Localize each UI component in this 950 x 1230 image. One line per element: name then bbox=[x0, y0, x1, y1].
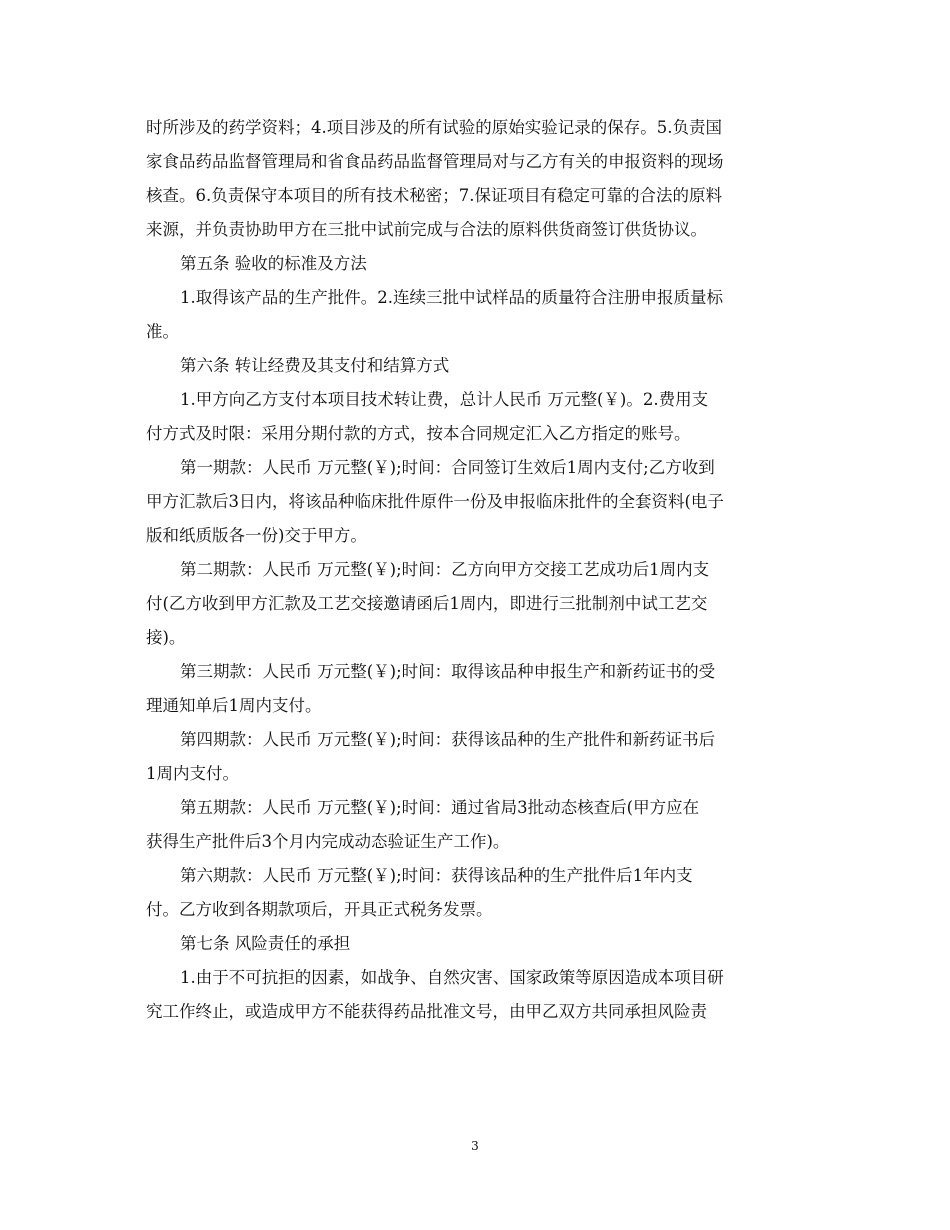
text-line: 来源，并负责协助甲方在三批中试前完成与合法的原料供货商签订供货协议。 bbox=[146, 220, 707, 239]
text-line: 理通知单后1周内支付。 bbox=[146, 696, 322, 715]
text-line: 1.取得该产品的生产批件。2.连续三批中试样品的质量符合注册申报质量标 bbox=[180, 288, 723, 307]
text-line: 接)。 bbox=[146, 628, 186, 647]
text-line: 1周内支付。 bbox=[146, 764, 239, 783]
text-line: 1.甲方向乙方支付本项目技术转让费，总计人民币 万元整(￥)。2.费用支 bbox=[180, 390, 709, 409]
text-line: 核查。6.负责保守本项目的所有技术秘密；7.保证项目有稳定可靠的合法的原料 bbox=[146, 186, 722, 205]
text-line: 版和纸质版各一份)交于甲方。 bbox=[146, 526, 367, 545]
text-line: 第三期款：人民币 万元整(￥);时间：取得该品种申报生产和新药证书的受 bbox=[180, 662, 716, 681]
text-line: 时所涉及的药学资料；4.项目涉及的所有试验的原始实验记录的保存。5.负责国 bbox=[146, 118, 722, 137]
text-line: 家食品药品监督管理局和省食品药品监督管理局对与乙方有关的申报资料的现场 bbox=[146, 152, 724, 171]
text-line: 第六条 转让经费及其支付和结算方式 bbox=[180, 356, 450, 375]
text-line: 第四期款：人民币 万元整(￥);时间：获得该品种的生产批件和新药证书后 bbox=[180, 730, 716, 749]
text-line: 究工作终止，或造成甲方不能获得药品批准文号，由甲乙双方共同承担风险责 bbox=[146, 1002, 707, 1021]
text-line: 甲方汇款后3日内，将该品种临床批件原件一份及申报临床批件的全套资料(电子 bbox=[146, 492, 724, 511]
text-line: 第一期款：人民币 万元整(￥);时间：合同签订生效后1周内支付;乙方收到 bbox=[180, 458, 715, 477]
text-line: 第五条 验收的标准及方法 bbox=[180, 254, 367, 273]
text-line: 第五期款：人民币 万元整(￥);时间：通过省局3批动态核查后(甲方应在 bbox=[180, 798, 700, 817]
text-line: 第七条 风险责任的承担 bbox=[180, 934, 351, 953]
text-line: 准。 bbox=[146, 322, 179, 341]
body-text bbox=[146, 115, 806, 1033]
page-number: 3 bbox=[471, 1139, 479, 1153]
text-line: 获得生产批件后3个月内完成动态验证生产工作)。 bbox=[146, 832, 510, 851]
text-line: 1.由于不可抗拒的因素，如战争、自然灾害、国家政策等原因造成本项目研 bbox=[180, 968, 724, 987]
text-line: 第二期款：人民币 万元整(￥);时间：乙方向甲方交接工艺成功后1周内支 bbox=[180, 560, 710, 579]
text-line: 付。乙方收到各期款项后，开具正式税务发票。 bbox=[146, 900, 493, 919]
text-line: 第六期款：人民币 万元整(￥);时间：获得该品种的生产批件后1年内支 bbox=[180, 866, 693, 885]
text-line: 付方式及时限：采用分期付款的方式，按本合同规定汇入乙方指定的账号。 bbox=[146, 424, 691, 443]
text-line: 付(乙方收到甲方汇款及工艺交接邀请函后1周内，即进行三批制剂中试工艺交 bbox=[146, 594, 708, 613]
